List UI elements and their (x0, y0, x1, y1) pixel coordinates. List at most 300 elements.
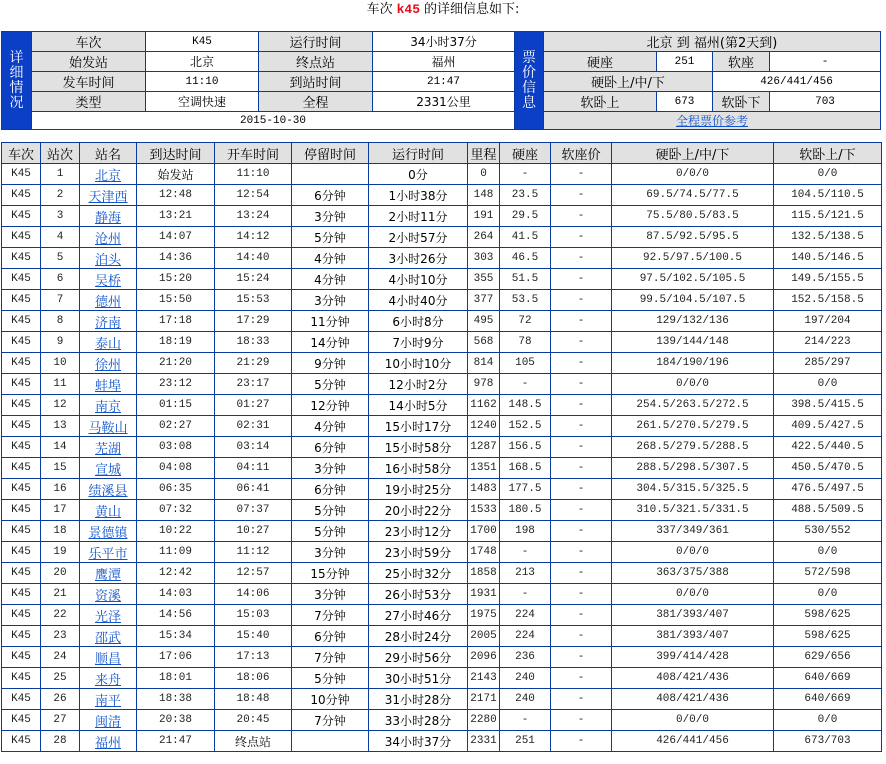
cell-hard-seat: 168.5 (500, 458, 551, 479)
cell-stop-duration: 4分钟 (292, 269, 369, 290)
cell-soft-sleeper: 0/0 (774, 584, 882, 605)
cell-station (80, 731, 137, 752)
cell-train-no: K45 (2, 248, 41, 269)
cell-run-time: 2小时11分 (369, 206, 468, 227)
table-row (2, 416, 882, 437)
header-hard-sleeper: 硬卧上/中/下 (612, 143, 774, 164)
cell-soft-seat: - (551, 647, 612, 668)
cell-stop-no: 26 (41, 689, 80, 710)
cell-stop-duration: 15分钟 (292, 563, 369, 584)
cell-soft-sleeper: 598/625 (774, 626, 882, 647)
cell-station (80, 269, 137, 290)
cell-stop-duration: 3分钟 (292, 458, 369, 479)
cell-arrive-time: 06:35 (137, 479, 215, 500)
cell-hard-seat: 240 (500, 668, 551, 689)
cell-soft-seat: - (551, 437, 612, 458)
station-link[interactable]: 静海 (94, 210, 121, 226)
cell-hard-seat: 177.5 (500, 479, 551, 500)
cell-depart-time: 18:06 (215, 668, 292, 689)
cell-stop-no: 14 (41, 437, 80, 458)
cell-distance: 1240 (468, 416, 500, 437)
cell-depart-time: 终点站 (215, 731, 292, 752)
cell-train-no: K45 (2, 416, 41, 437)
full-fare-cell (544, 112, 881, 130)
cell-soft-sleeper: 285/297 (774, 353, 882, 374)
cell-depart-time: 15:24 (215, 269, 292, 290)
station-link[interactable]: 景德镇 (88, 525, 128, 541)
value-soft-lower: 703 (770, 92, 881, 112)
cell-run-time: 1小时38分 (369, 185, 468, 206)
label-hard-seat: 硬座 (544, 52, 657, 72)
table-row (2, 605, 882, 626)
cell-hard-seat: 224 (500, 605, 551, 626)
cell-depart-time: 02:31 (215, 416, 292, 437)
cell-station (80, 479, 137, 500)
cell-soft-sleeper: 214/223 (774, 332, 882, 353)
station-link[interactable]: 蚌埠 (94, 378, 121, 394)
cell-station (80, 248, 137, 269)
cell-depart-time: 20:45 (215, 710, 292, 731)
cell-depart-time: 17:13 (215, 647, 292, 668)
cell-soft-seat: - (551, 458, 612, 479)
cell-depart-time: 06:41 (215, 479, 292, 500)
cell-depart-time: 12:57 (215, 563, 292, 584)
table-row (2, 521, 882, 542)
cell-soft-seat: - (551, 668, 612, 689)
cell-stop-duration: 5分钟 (292, 668, 369, 689)
cell-soft-seat: - (551, 626, 612, 647)
station-link[interactable]: 绩溪县 (88, 483, 128, 499)
cell-depart-time: 17:29 (215, 311, 292, 332)
station-link[interactable]: 来舟 (94, 672, 121, 688)
station-link[interactable]: 泰山 (94, 336, 121, 352)
cell-stop-no: 6 (41, 269, 80, 290)
station-link[interactable]: 芜湖 (94, 441, 121, 457)
cell-station (80, 710, 137, 731)
cell-train-no: K45 (2, 479, 41, 500)
header-stop-time: 停留时间 (292, 143, 369, 164)
station-link[interactable]: 光泽 (94, 609, 121, 625)
cell-arrive-time: 18:19 (137, 332, 215, 353)
fare-side-label: 票 价 信 息 (515, 32, 544, 130)
cell-depart-time: 11:10 (215, 164, 292, 185)
label-arrive-time: 到站时间 (259, 72, 373, 92)
cell-stop-duration: 5分钟 (292, 521, 369, 542)
table-row (2, 500, 882, 521)
cell-distance: 303 (468, 248, 500, 269)
station-link[interactable]: 天津西 (88, 189, 128, 205)
cell-run-time: 27小时46分 (369, 605, 468, 626)
cell-soft-sleeper: 115.5/121.5 (774, 206, 882, 227)
header-stop-no: 站次 (41, 143, 80, 164)
station-link[interactable]: 宣城 (94, 462, 121, 478)
cell-hard-sleeper: 268.5/279.5/288.5 (612, 437, 774, 458)
station-link[interactable]: 吴桥 (94, 273, 121, 289)
cell-depart-time: 18:33 (215, 332, 292, 353)
cell-hard-seat: 198 (500, 521, 551, 542)
cell-distance: 2171 (468, 689, 500, 710)
table-row (2, 710, 882, 731)
cell-hard-seat: 251 (500, 731, 551, 752)
cell-stop-no: 10 (41, 353, 80, 374)
cell-hard-seat: 105 (500, 353, 551, 374)
cell-depart-time: 13:24 (215, 206, 292, 227)
station-link[interactable]: 泊头 (94, 252, 121, 268)
cell-hard-sleeper: 69.5/74.5/77.5 (612, 185, 774, 206)
cell-train-no: K45 (2, 584, 41, 605)
table-row (2, 647, 882, 668)
cell-stop-no: 13 (41, 416, 80, 437)
cell-station (80, 563, 137, 584)
label-soft-seat: 软座 (713, 52, 770, 72)
station-link[interactable]: 鹰潭 (94, 567, 121, 583)
cell-train-no: K45 (2, 731, 41, 752)
cell-train-no: K45 (2, 311, 41, 332)
cell-hard-sleeper: 426/441/456 (612, 731, 774, 752)
cell-soft-sleeper: 197/204 (774, 311, 882, 332)
cell-hard-seat: 152.5 (500, 416, 551, 437)
cell-depart-time: 14:40 (215, 248, 292, 269)
cell-hard-seat: - (500, 710, 551, 731)
cell-stop-duration: 6分钟 (292, 626, 369, 647)
cell-run-time: 15小时17分 (369, 416, 468, 437)
cell-stop-duration: 5分钟 (292, 500, 369, 521)
cell-depart-time: 10:27 (215, 521, 292, 542)
cell-depart-time: 04:11 (215, 458, 292, 479)
cell-soft-sleeper: 530/552 (774, 521, 882, 542)
cell-run-time: 15小时58分 (369, 437, 468, 458)
cell-arrive-time: 11:09 (137, 542, 215, 563)
cell-soft-sleeper: 572/598 (774, 563, 882, 584)
value-type: 空调快速 (146, 92, 259, 112)
station-link[interactable]: 顺昌 (94, 651, 121, 667)
cell-train-no: K45 (2, 521, 41, 542)
cell-run-time: 29小时56分 (369, 647, 468, 668)
cell-hard-sleeper: 75.5/80.5/83.5 (612, 206, 774, 227)
cell-soft-seat: - (551, 563, 612, 584)
cell-hard-sleeper: 129/132/136 (612, 311, 774, 332)
cell-hard-sleeper: 97.5/102.5/105.5 (612, 269, 774, 290)
cell-hard-seat: 78 (500, 332, 551, 353)
cell-arrive-time: 15:20 (137, 269, 215, 290)
cell-hard-seat: 180.5 (500, 500, 551, 521)
cell-hard-sleeper: 337/349/361 (612, 521, 774, 542)
cell-stop-duration: 3分钟 (292, 290, 369, 311)
cell-depart-time: 12:54 (215, 185, 292, 206)
cell-run-time: 34小时37分 (369, 731, 468, 752)
cell-hard-seat: 29.5 (500, 206, 551, 227)
cell-soft-sleeper: 629/656 (774, 647, 882, 668)
table-row (2, 542, 882, 563)
title-prefix: 车次 (366, 2, 393, 17)
station-link[interactable]: 马鞍山 (88, 420, 128, 436)
table-row (2, 311, 882, 332)
cell-soft-sleeper: 104.5/110.5 (774, 185, 882, 206)
cell-stop-no: 8 (41, 311, 80, 332)
cell-run-time: 14小时5分 (369, 395, 468, 416)
cell-soft-seat: - (551, 710, 612, 731)
cell-depart-time: 11:12 (215, 542, 292, 563)
cell-distance: 978 (468, 374, 500, 395)
cell-stop-duration: 10分钟 (292, 689, 369, 710)
cell-arrive-time: 15:50 (137, 290, 215, 311)
cell-stop-no: 25 (41, 668, 80, 689)
cell-arrive-time: 21:47 (137, 731, 215, 752)
cell-station (80, 626, 137, 647)
cell-depart-time: 15:03 (215, 605, 292, 626)
cell-hard-seat: 240 (500, 689, 551, 710)
cell-stop-no: 16 (41, 479, 80, 500)
cell-soft-sleeper: 422.5/440.5 (774, 437, 882, 458)
cell-stop-duration: 14分钟 (292, 332, 369, 353)
station-link[interactable]: 黄山 (94, 504, 121, 520)
cell-arrive-time: 18:01 (137, 668, 215, 689)
table-row (2, 374, 882, 395)
table-row (2, 395, 882, 416)
cell-distance: 377 (468, 290, 500, 311)
cell-distance: 2005 (468, 626, 500, 647)
label-terminal: 终点站 (259, 52, 373, 72)
cell-train-no: K45 (2, 500, 41, 521)
station-link[interactable]: 南平 (94, 693, 121, 709)
cell-arrive-time: 04:08 (137, 458, 215, 479)
station-link[interactable]: 邵武 (94, 630, 121, 646)
table-row (2, 332, 882, 353)
cell-stop-no: 11 (41, 374, 80, 395)
cell-station (80, 311, 137, 332)
cell-distance: 1975 (468, 605, 500, 626)
station-link[interactable]: 德州 (94, 294, 121, 310)
table-row (2, 437, 882, 458)
cell-soft-sleeper: 149.5/155.5 (774, 269, 882, 290)
cell-stop-no: 21 (41, 584, 80, 605)
cell-stop-duration: 4分钟 (292, 248, 369, 269)
cell-station (80, 605, 137, 626)
cell-train-no: K45 (2, 710, 41, 731)
date-value: 2015-10-30 (32, 112, 515, 130)
cell-depart-time: 21:29 (215, 353, 292, 374)
cell-run-time: 0分 (369, 164, 468, 185)
station-link[interactable]: 沧州 (94, 231, 121, 247)
cell-soft-seat: - (551, 521, 612, 542)
header-depart: 开车时间 (215, 143, 292, 164)
cell-stop-duration: 5分钟 (292, 374, 369, 395)
table-row (2, 458, 882, 479)
cell-run-time: 19小时25分 (369, 479, 468, 500)
cell-run-time: 26小时53分 (369, 584, 468, 605)
cell-train-no: K45 (2, 206, 41, 227)
cell-stop-no: 24 (41, 647, 80, 668)
cell-train-no: K45 (2, 332, 41, 353)
cell-hard-sleeper: 87.5/92.5/95.5 (612, 227, 774, 248)
cell-stop-no: 4 (41, 227, 80, 248)
cell-soft-seat: - (551, 164, 612, 185)
table-row (2, 731, 882, 752)
cell-run-time: 3小时26分 (369, 248, 468, 269)
cell-soft-seat: - (551, 311, 612, 332)
cell-station (80, 290, 137, 311)
cell-soft-seat: - (551, 248, 612, 269)
station-link[interactable]: 乐平市 (88, 546, 128, 562)
cell-soft-sleeper: 673/703 (774, 731, 882, 752)
cell-hard-seat: 224 (500, 626, 551, 647)
label-type: 类型 (32, 92, 146, 112)
cell-hard-seat: 46.5 (500, 248, 551, 269)
cell-soft-seat: - (551, 227, 612, 248)
cell-hard-sleeper: 139/144/148 (612, 332, 774, 353)
header-arrive: 到达时间 (137, 143, 215, 164)
cell-hard-sleeper: 408/421/436 (612, 689, 774, 710)
station-link[interactable]: 福州 (94, 735, 121, 751)
table-row (2, 164, 882, 185)
cell-soft-sleeper: 598/625 (774, 605, 882, 626)
label-soft-upper: 软卧上 (544, 92, 657, 112)
cell-arrive-time: 23:12 (137, 374, 215, 395)
cell-run-time: 16小时58分 (369, 458, 468, 479)
cell-hard-seat: - (500, 542, 551, 563)
cell-hard-sleeper: 0/0/0 (612, 542, 774, 563)
cell-stop-no: 22 (41, 605, 80, 626)
cell-arrive-time: 12:42 (137, 563, 215, 584)
cell-soft-sleeper: 0/0 (774, 710, 882, 731)
cell-soft-sleeper: 0/0 (774, 164, 882, 185)
cell-hard-sleeper: 381/393/407 (612, 605, 774, 626)
cell-soft-sleeper: 140.5/146.5 (774, 248, 882, 269)
cell-stop-duration: 11分钟 (292, 311, 369, 332)
cell-distance: 0 (468, 164, 500, 185)
table-row (2, 185, 882, 206)
cell-run-time: 7小时9分 (369, 332, 468, 353)
cell-distance: 148 (468, 185, 500, 206)
cell-soft-seat: - (551, 605, 612, 626)
cell-hard-sleeper: 310.5/321.5/331.5 (612, 500, 774, 521)
cell-train-no: K45 (2, 269, 41, 290)
station-link[interactable]: 徐州 (94, 357, 121, 373)
station-link[interactable]: 闽清 (94, 714, 121, 730)
cell-distance: 264 (468, 227, 500, 248)
cell-hard-seat: - (500, 374, 551, 395)
details-side-label: 详 细 情 况 (2, 32, 32, 130)
cell-soft-seat: - (551, 416, 612, 437)
value-origin: 北京 (146, 52, 259, 72)
value-distance: 2331公里 (373, 92, 515, 112)
cell-train-no: K45 (2, 185, 41, 206)
cell-soft-sleeper: 132.5/138.5 (774, 227, 882, 248)
cell-arrive-time: 13:21 (137, 206, 215, 227)
cell-distance: 1287 (468, 437, 500, 458)
cell-distance: 1162 (468, 395, 500, 416)
cell-stop-duration: 5分钟 (292, 227, 369, 248)
cell-soft-seat: - (551, 206, 612, 227)
cell-hard-sleeper: 363/375/388 (612, 563, 774, 584)
cell-depart-time: 14:12 (215, 227, 292, 248)
station-link[interactable]: 南京 (94, 399, 121, 415)
cell-soft-sleeper: 488.5/509.5 (774, 500, 882, 521)
cell-stop-duration (292, 731, 369, 752)
label-hard-sleeper: 硬卧上/中/下 (544, 72, 713, 92)
cell-distance: 355 (468, 269, 500, 290)
cell-run-time: 20小时22分 (369, 500, 468, 521)
label-run-time: 运行时间 (259, 32, 373, 52)
full-fare-link[interactable]: 全程票价参考 (675, 114, 748, 128)
cell-soft-seat: - (551, 731, 612, 752)
cell-station (80, 164, 137, 185)
cell-hard-seat: 51.5 (500, 269, 551, 290)
table-row (2, 206, 882, 227)
header-hard-seat: 硬座 (500, 143, 551, 164)
cell-stop-duration: 7分钟 (292, 605, 369, 626)
cell-station (80, 584, 137, 605)
cell-stop-no: 5 (41, 248, 80, 269)
cell-hard-sleeper: 92.5/97.5/100.5 (612, 248, 774, 269)
table-row (2, 689, 882, 710)
cell-stop-duration: 3分钟 (292, 206, 369, 227)
cell-soft-sleeper: 476.5/497.5 (774, 479, 882, 500)
cell-distance: 495 (468, 311, 500, 332)
cell-stop-duration: 4分钟 (292, 416, 369, 437)
cell-depart-time: 15:40 (215, 626, 292, 647)
cell-hard-sleeper: 408/421/436 (612, 668, 774, 689)
cell-run-time: 31小时28分 (369, 689, 468, 710)
table-row (2, 479, 882, 500)
fare-route: 北京 到 福州(第2天到) (544, 32, 881, 52)
cell-hard-seat: 72 (500, 311, 551, 332)
cell-train-no: K45 (2, 353, 41, 374)
cell-station (80, 332, 137, 353)
station-link[interactable]: 济南 (94, 315, 121, 331)
station-link[interactable]: 北京 (94, 168, 121, 184)
cell-train-no: K45 (2, 395, 41, 416)
cell-hard-seat: - (500, 584, 551, 605)
cell-run-time: 2小时57分 (369, 227, 468, 248)
cell-train-no: K45 (2, 374, 41, 395)
table-row (2, 353, 882, 374)
station-link[interactable]: 资溪 (94, 588, 121, 604)
cell-stop-no: 27 (41, 710, 80, 731)
table-row (2, 668, 882, 689)
cell-arrive-time: 14:56 (137, 605, 215, 626)
cell-stop-duration: 6分钟 (292, 437, 369, 458)
cell-hard-sleeper: 304.5/315.5/325.5 (612, 479, 774, 500)
cell-station (80, 542, 137, 563)
cell-stop-duration: 12分钟 (292, 395, 369, 416)
cell-arrive-time: 02:27 (137, 416, 215, 437)
cell-distance: 1858 (468, 563, 500, 584)
cell-stop-duration (292, 164, 369, 185)
cell-depart-time: 03:14 (215, 437, 292, 458)
cell-train-no: K45 (2, 563, 41, 584)
train-number-highlight: k45 (396, 2, 421, 17)
table-row (2, 563, 882, 584)
cell-hard-seat: 236 (500, 647, 551, 668)
label-train-no: 车次 (32, 32, 146, 52)
cell-stop-no: 19 (41, 542, 80, 563)
cell-stop-duration: 9分钟 (292, 353, 369, 374)
cell-arrive-time: 14:36 (137, 248, 215, 269)
cell-soft-seat: - (551, 500, 612, 521)
cell-arrive-time: 17:06 (137, 647, 215, 668)
cell-distance: 191 (468, 206, 500, 227)
cell-station (80, 416, 137, 437)
value-soft-seat: - (770, 52, 881, 72)
cell-run-time: 10小时10分 (369, 353, 468, 374)
cell-station (80, 353, 137, 374)
cell-run-time: 28小时24分 (369, 626, 468, 647)
cell-soft-sleeper: 152.5/158.5 (774, 290, 882, 311)
table-row (2, 269, 882, 290)
value-train-no: K45 (146, 32, 259, 52)
cell-stop-no: 9 (41, 332, 80, 353)
